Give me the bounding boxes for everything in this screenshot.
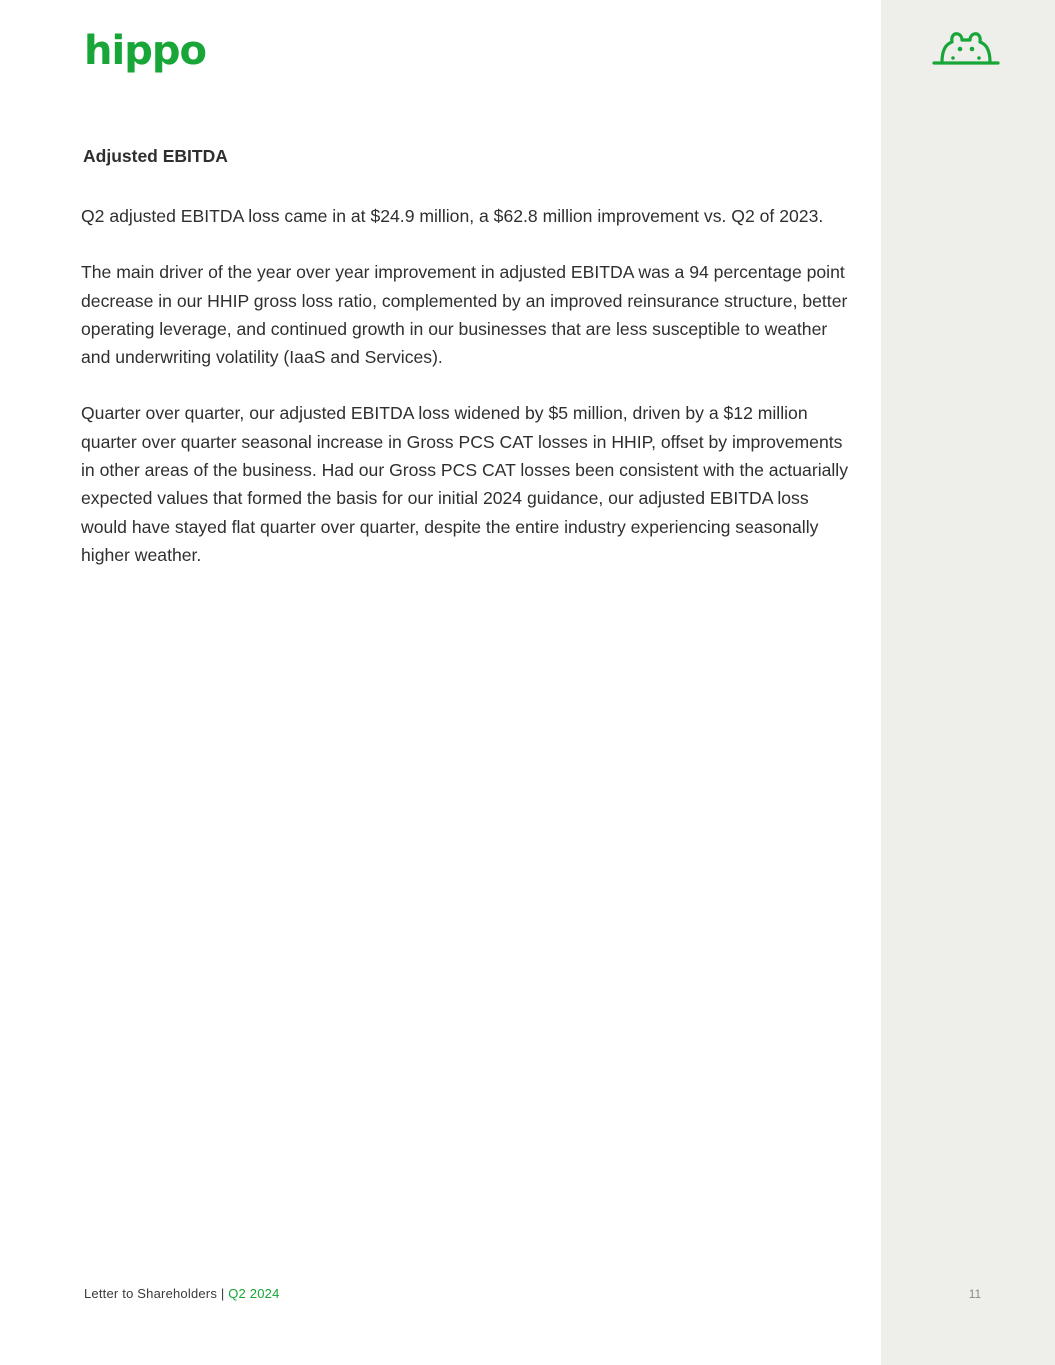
- page-number: 11: [968, 1287, 982, 1301]
- right-sidebar-panel: [881, 0, 1055, 1365]
- hippo-logo: hippo: [84, 28, 206, 74]
- paragraph-qoq-change: Quarter over quarter, our adjusted EBITDA loss widened by $5 million, driven by a $12 million quarter over quarter seasonal increase in Gross PCS CAT losses in HHIP, offset by improvements in other areas of the business. Had our Gross PCS CAT losses been consistent with the actuarially expected values that formed the basis for our initial 2024 guidance, our adjusted EBITDA loss would have stayed flat quarter over quarter, despite the entire industry experiencing seasonally higher weather.: [81, 403, 849, 565]
- footer-separator: |: [217, 1286, 229, 1301]
- section-heading: Adjusted EBITDA: [83, 146, 228, 166]
- paragraph-yoy-driver: The main driver of the year over year improvement in adjusted EBITDA was a 94 percentage point decrease in our HHIP gross loss ratio, complemented by an improved reinsurance structure, better operating leverage, and continued growth in our businesses that are less susceptible to weather and underwriting volatility (IaaS and Services).: [81, 262, 848, 368]
- footer-doc-title: Letter to Shareholders: [84, 1286, 218, 1301]
- body-text: [81, 202, 851, 597]
- paragraph-q2-summary: Q2 adjusted EBITDA loss came in at $24.9 million, a $62.8 million improvement vs. Q2 of 2023.: [81, 206, 824, 226]
- hippo-face-icon: [932, 30, 1000, 66]
- footer: [84, 1286, 280, 1301]
- footer-period: Q2 2024: [228, 1286, 280, 1301]
